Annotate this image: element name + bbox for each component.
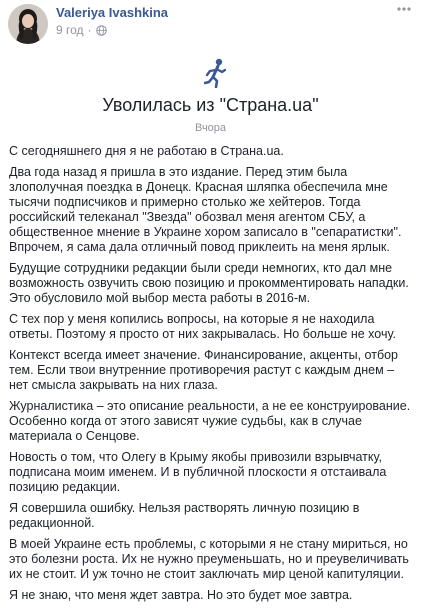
note-paragraph: В моей Украине есть проблемы, с которыми я не стану мириться, но это болезни роста. Их не нужно преуменьшать, но и преувеличивать их не стоит. И уж точно не стоит заключать мир ценой капитуляции.	[9, 537, 409, 581]
note-paragraph: Новость о том, что Олегу в Крыму якобы привозили взрывчатку, подписана моим именем. И в публичной плоскости я отстаивала позицию редакции.	[9, 450, 387, 494]
meta-separator: ·	[87, 23, 92, 37]
note-paragraph: Я совершила ошибку. Нельзя растворять личную позицию в редакционной.	[9, 501, 360, 530]
note-body	[9, 144, 415, 609]
note-title[interactable]: Уволилась из "Страна.ua"	[102, 95, 319, 115]
note-paragraph: С тех пор у меня копились вопросы, на которые я не находила ответы. Поэтому я просто от них закрывалась. Но больше не хочу.	[9, 312, 396, 341]
post-header	[0, 0, 421, 48]
note-paragraph: Два года назад я пришла в это издание. Перед этим была злополучная поездка в Донецк. Красная шляпка обеспечила мне тысячи подписчиков и примерно столько же хейтеров. Тогда российский телеканал "Звезда" обозвал меня агентом СБУ, а общественное мнение в Украине хором записало в "сепаратистки". Впрочем, я сама дала отличный повод приклеить на меня ярлык.	[9, 165, 402, 254]
note-paragraph: Я не знаю, что меня ждет завтра. Но это будет мое завтра.	[9, 588, 353, 602]
globe-icon[interactable]	[96, 25, 107, 36]
author-name[interactable]: Valeriya Ivashkina	[56, 5, 169, 20]
note-paragraph: Контекст всегда имеет значение. Финансирование, акценты, отбор тем. Если твои внутренние противоречия растут с каждым днем – нет смысла закрывать на них глаза.	[9, 348, 399, 392]
note-paragraph: Будущие сотрудники редакции были среди немногих, кто дал мне возможность озвучить свою позицию и прокомментировать нападки. Это обусловило мой выбор места работы в 2016-м.	[9, 261, 409, 305]
note-date: Вчора	[194, 122, 227, 134]
post-meta	[56, 23, 107, 37]
more-options-icon[interactable]	[395, 2, 413, 16]
note-paragraph: Журналистика – это описание реальности, а не ее конструирование. Особенно когда от этого зависят чужие судьбы, как в случае материала о Сенцове.	[9, 399, 411, 443]
post-timestamp[interactable]: 9 год	[56, 23, 84, 37]
avatar[interactable]	[8, 4, 48, 44]
note-paragraph: С сегодняшнего дня я не работаю в Страна.ua.	[9, 144, 284, 158]
running-person-icon	[204, 58, 228, 88]
